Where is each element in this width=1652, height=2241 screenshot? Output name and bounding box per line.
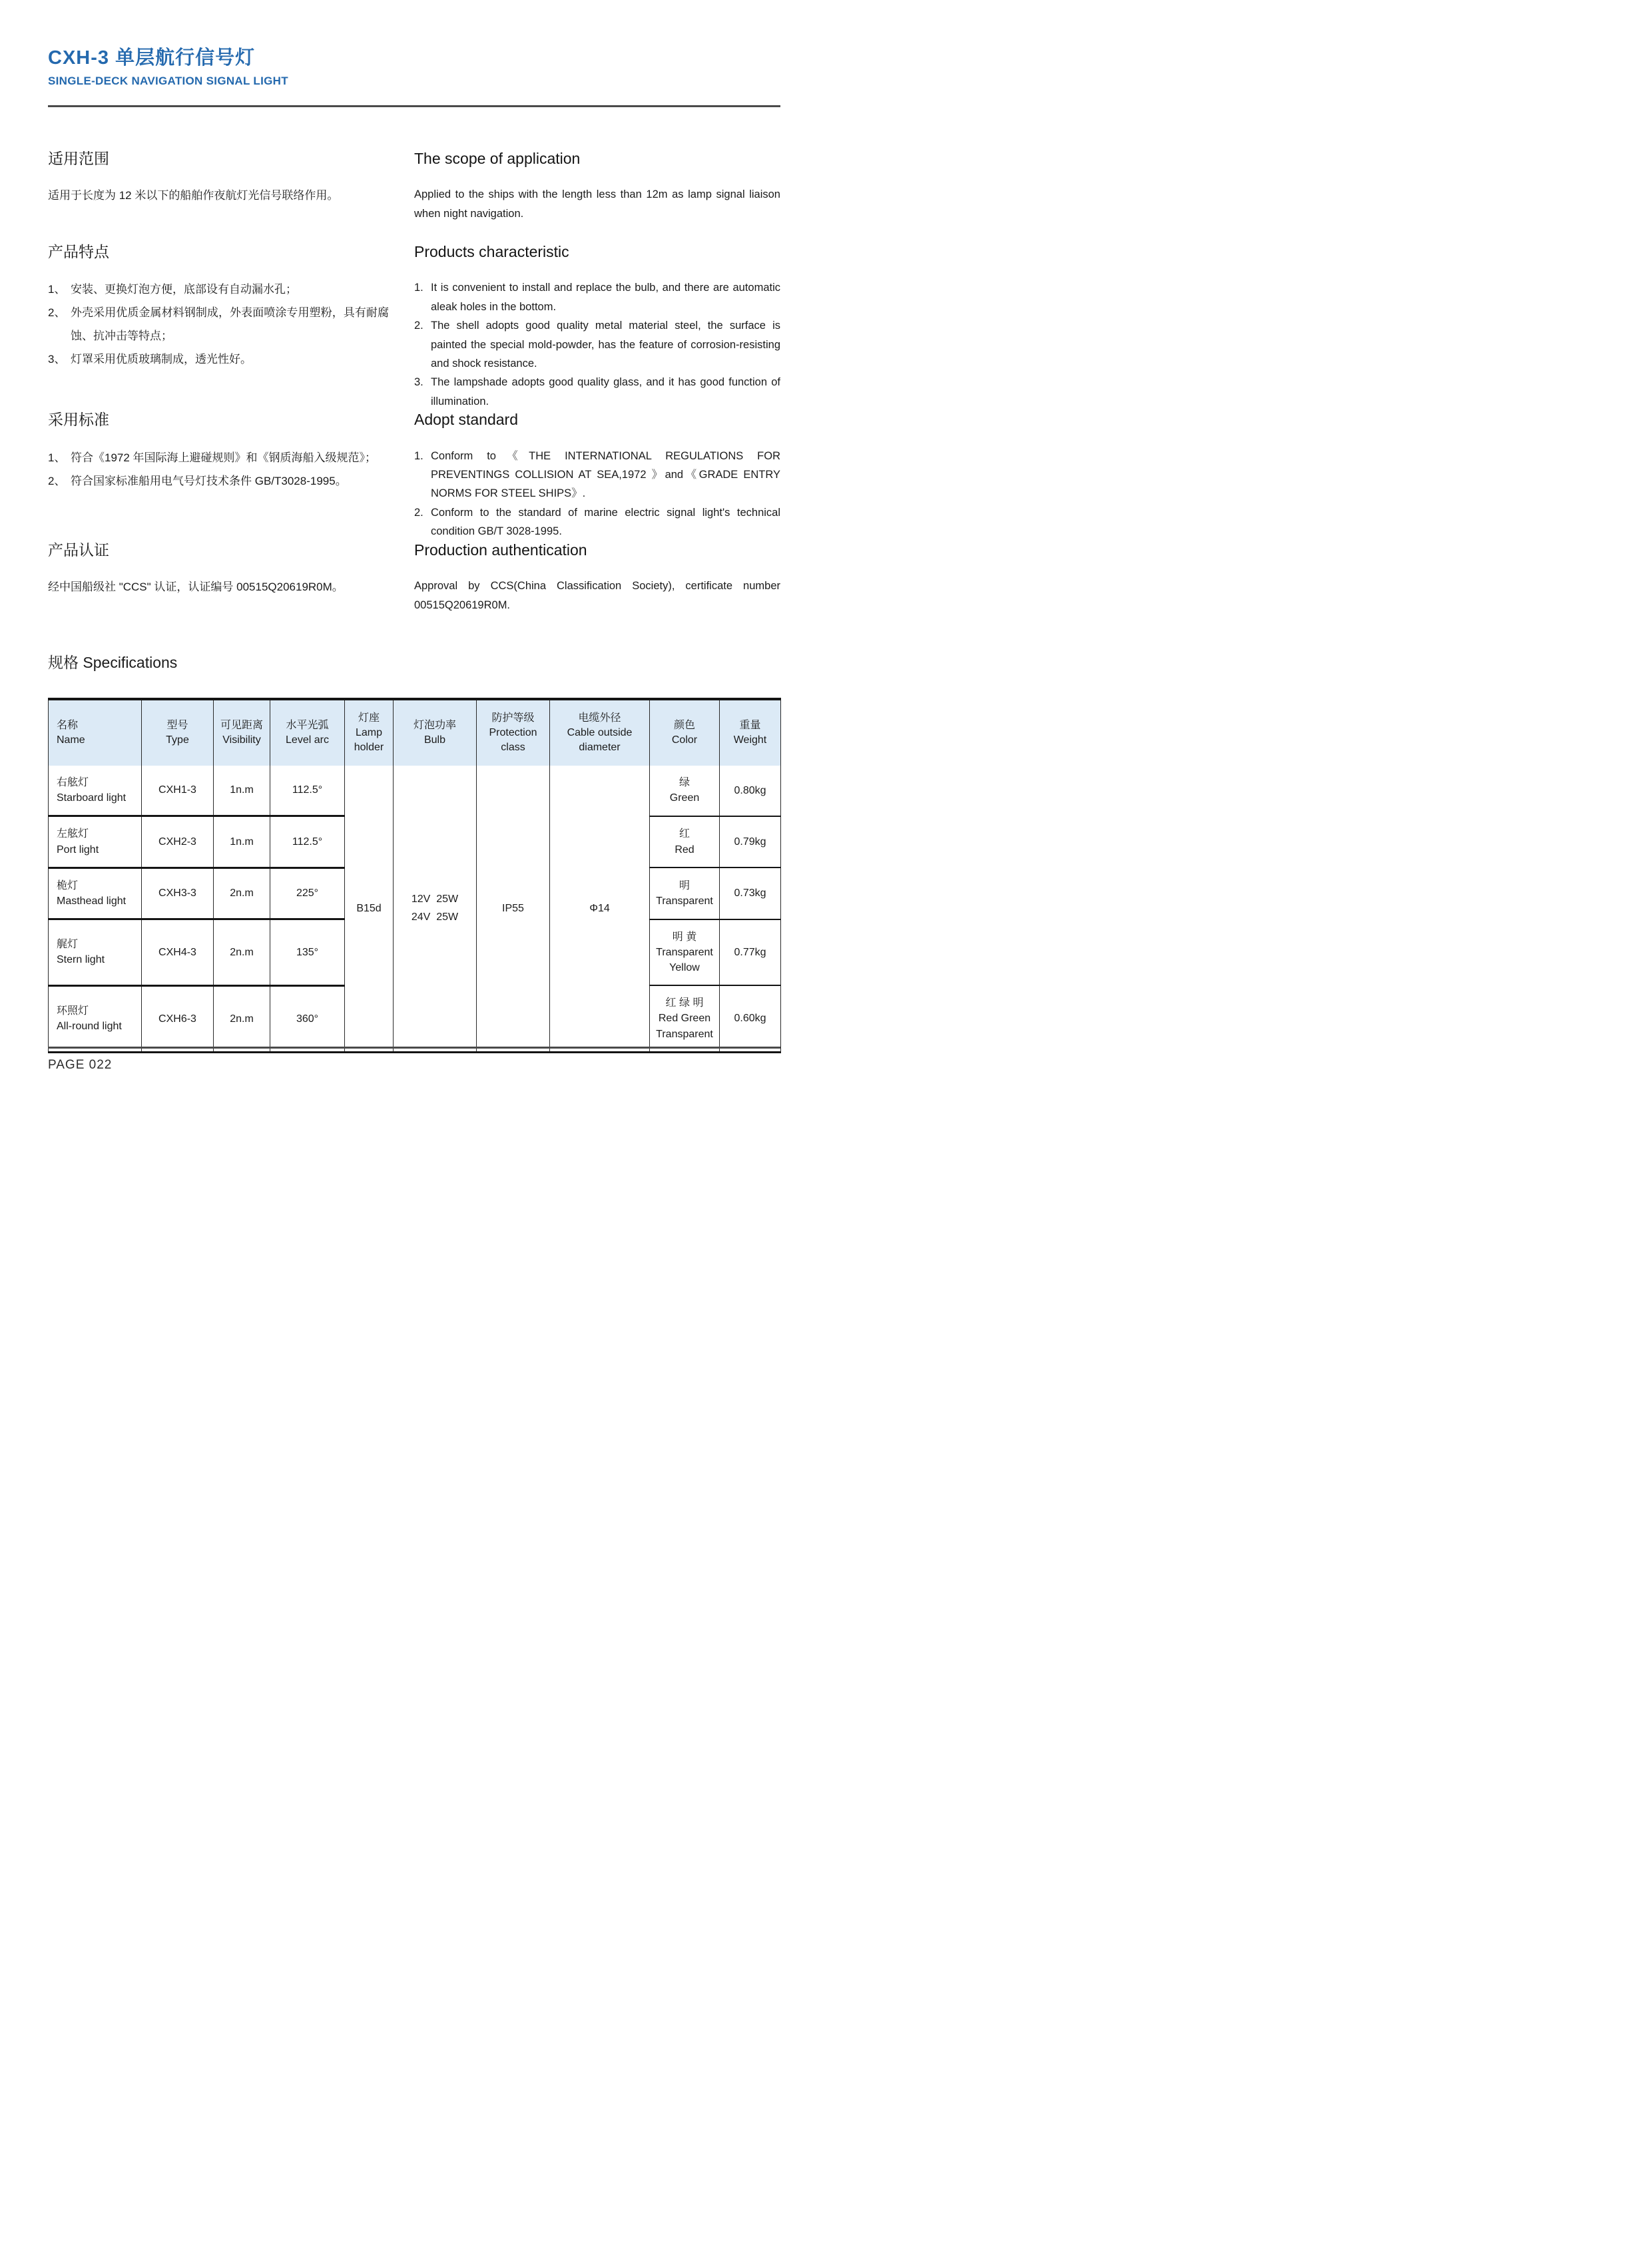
column-header-type: 型号 Type [142, 699, 214, 766]
section-heading-scope-en: The scope of application [414, 149, 581, 167]
cell-level-arc: 112.5° [270, 816, 345, 868]
section-certification-en [414, 541, 780, 646]
cell-type: CXH3-3 [142, 868, 214, 919]
table-row [49, 766, 781, 816]
cell-color: 红 Red [650, 816, 720, 868]
list-marker: 1、 [48, 451, 66, 464]
list-marker: 2. [414, 506, 423, 519]
cell-color: 红 绿 明 Red Green Transparent [650, 985, 720, 1052]
cell-name: 环照灯 All-round light [49, 985, 142, 1052]
column-header-cable-diameter: 电缆外径 Cable outside diameter [550, 699, 650, 766]
cell-level-arc: 135° [270, 919, 345, 986]
document-header [48, 0, 780, 107]
list-text: 外壳采用优质金属材料钢制成，外表面喷涂专用塑粉，具有耐腐蚀、抗冲击等特点； [71, 306, 389, 343]
list-item [414, 373, 780, 411]
list-marker: 3. [414, 376, 423, 389]
sections [48, 150, 780, 646]
page-title-zh: CXH-3 单层航行信号灯 [48, 47, 256, 69]
page-title-en: SINGLE-DECK NAVIGATION SIGNAL LIGHT [48, 74, 288, 87]
cell-weight: 0.73kg [720, 868, 781, 919]
list-text: The lampshade adopts good quality glass, and it has good function of illumination. [431, 376, 780, 407]
section-heading-features-zh: 产品特点 [48, 242, 109, 260]
section-heading-certification-zh: 产品认证 [48, 541, 109, 559]
cell-type: CXH4-3 [142, 919, 214, 986]
cell-level-arc: 225° [270, 868, 345, 919]
specifications-heading: 规格 Specifications [48, 653, 178, 671]
cell-weight: 0.60kg [720, 985, 781, 1052]
cell-protection-merged: IP55 [477, 766, 550, 1052]
page-number: PAGE 022 [48, 1058, 113, 1072]
list-text: 安装、更换灯泡方便，底部设有自动漏水孔； [71, 283, 297, 296]
cell-type: CXH2-3 [142, 816, 214, 868]
cell-visibility: 1n.m [214, 766, 270, 816]
list-marker: 2、 [48, 474, 66, 487]
list-marker: 1. [414, 282, 423, 294]
list-text: It is convenient to install and replace the bulb, and there are automatic aleak holes in the bottom. [431, 282, 780, 313]
section-row-certification [48, 541, 780, 646]
document-footer [48, 1047, 780, 1073]
column-header-level-arc: 水平光弧 Level arc [270, 699, 345, 766]
list-marker: 2. [414, 320, 423, 332]
section-row-features [48, 243, 780, 411]
cell-visibility: 2n.m [214, 985, 270, 1052]
section-body-certification-zh: 经中国船级社 "CCS" 认证，认证编号 00515Q20619R0M。 [48, 581, 344, 594]
list-text: 符合国家标准船用电气号灯技术条件 GB/T3028-1995。 [71, 474, 347, 487]
section-body-scope-en: Applied to the ships with the length less than 12m as lamp signal liaison when night navigation. [414, 188, 780, 220]
cell-color: 绿 Green [650, 766, 720, 816]
section-heading-scope-zh: 适用范围 [48, 149, 109, 167]
list-item [48, 470, 389, 493]
column-header-bulb: 灯泡功率 Bulb [394, 699, 477, 766]
column-header-name: 名称 Name [49, 699, 142, 766]
specifications-section [48, 650, 780, 1053]
features-list-en [414, 278, 780, 411]
list-text: 符合《1972 年国际海上避碰规则》和《钢质海船入级规范》； [71, 451, 377, 464]
cell-bulb-merged: 12V 25W 24V 25W [394, 766, 477, 1052]
cell-color: 明 黄 Transparent Yellow [650, 919, 720, 986]
table-header-row [49, 699, 781, 766]
section-certification-zh [48, 541, 389, 646]
section-features-zh [48, 243, 389, 411]
list-text: The shell adopts good quality metal material steel, the surface is painted the special mold-powder, has the feature of corrosion-resisting and shock resistance. [431, 320, 780, 370]
section-body-scope-zh: 适用于长度为 12 米以下的船舶作夜航灯光信号联络作用。 [48, 189, 339, 202]
list-item [414, 278, 780, 316]
catalog-page [0, 0, 826, 1120]
section-body-certification-en: Approval by CCS(China Classification Society), certificate number 00515Q20619R0M. [414, 580, 780, 611]
cell-type: CXH1-3 [142, 766, 214, 816]
cell-visibility: 2n.m [214, 919, 270, 986]
list-text: 灯罩采用优质玻璃制成，透光性好。 [71, 353, 252, 366]
list-item [48, 278, 389, 302]
cell-name: 右舷灯 Starboard light [49, 766, 142, 816]
standards-list-en [414, 447, 780, 541]
list-item [48, 348, 389, 372]
cell-type: CXH6-3 [142, 985, 214, 1052]
cell-lamp-holder-merged: B15d [345, 766, 394, 1052]
specifications-table [48, 698, 781, 1053]
section-scope-en [414, 150, 780, 243]
cell-visibility: 1n.m [214, 816, 270, 868]
cell-level-arc: 360° [270, 985, 345, 1052]
features-list-zh [48, 278, 389, 371]
cell-name: 艉灯 Stern light [49, 919, 142, 986]
section-row-standards [48, 411, 780, 541]
section-row-scope [48, 150, 780, 243]
section-scope-zh [48, 150, 389, 243]
standards-list-zh [48, 447, 389, 493]
list-marker: 1、 [48, 283, 66, 296]
column-header-weight: 重量 Weight [720, 699, 781, 766]
cell-name: 左舷灯 Port light [49, 816, 142, 868]
list-marker: 3、 [48, 353, 66, 366]
list-marker: 1. [414, 449, 423, 462]
list-marker: 2、 [48, 306, 66, 320]
section-heading-certification-en: Production authentication [414, 541, 587, 559]
section-heading-features-en: Products characteristic [414, 242, 569, 260]
list-item [414, 316, 780, 373]
cell-weight: 0.77kg [720, 919, 781, 986]
list-item [414, 447, 780, 503]
cell-color: 明 Transparent [650, 868, 720, 919]
cell-cable-merged: Φ14 [550, 766, 650, 1052]
section-heading-standards-en: Adopt standard [414, 411, 519, 429]
column-header-color: 颜色 Color [650, 699, 720, 766]
cell-level-arc: 112.5° [270, 766, 345, 816]
section-heading-standards-zh: 采用标准 [48, 411, 109, 429]
list-text: Conform to the standard of marine electric signal light's technical condition GB/T 3028-1995. [431, 506, 780, 538]
column-header-visibility: 可见距离 Visibility [214, 699, 270, 766]
cell-weight: 0.80kg [720, 766, 781, 816]
list-item [48, 447, 389, 470]
list-text: Conform to《THE INTERNATIONAL REGULATIONS FOR PREVENTINGS COLLISION AT SEA,1972 》and《GRADE ENTRY NORMS FOR STEEL SHIPS》. [431, 449, 780, 500]
cell-visibility: 2n.m [214, 868, 270, 919]
list-item [48, 302, 389, 348]
section-standards-zh [48, 411, 389, 541]
list-item [414, 503, 780, 541]
footer-divider [48, 1047, 780, 1049]
cell-weight: 0.79kg [720, 816, 781, 868]
section-features-en [414, 243, 780, 411]
header-divider [48, 105, 780, 107]
column-header-protection-class: 防护等级 Protection class [477, 699, 550, 766]
section-standards-en [414, 411, 780, 541]
cell-name: 桅灯 Masthead light [49, 868, 142, 919]
column-header-lamp-holder: 灯座 Lamp holder [345, 699, 394, 766]
